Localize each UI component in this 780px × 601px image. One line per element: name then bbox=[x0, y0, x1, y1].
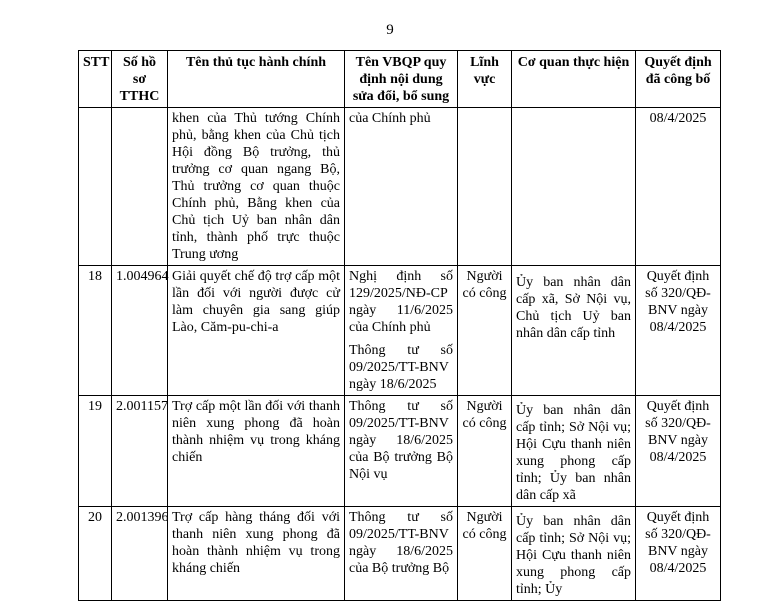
row-field: Người có công bbox=[458, 507, 512, 601]
row-legal-doc-2: Thông tư số 09/2025/TT-BNV ngày 18/6/2025 bbox=[349, 343, 453, 392]
row-decision: Quyết định số 320/QĐ-BNV ngày 08/4/2025 bbox=[636, 396, 721, 507]
row-legal-doc bbox=[345, 266, 458, 396]
header-co-quan: Cơ quan thực hiện bbox=[512, 51, 636, 108]
row-legal-doc bbox=[345, 108, 458, 266]
row-code: 2.001396 bbox=[112, 507, 168, 601]
row-procedure-name: Giải quyết chế độ trợ cấp một lần đối với người được cử làm chuyên gia sang giúp Lào, Căm-pu-chi-a bbox=[168, 266, 345, 396]
row-field: Người có công bbox=[458, 396, 512, 507]
table-row bbox=[79, 507, 721, 601]
header-ten-vbqp: Tên VBQP quy định nội dung sửa đổi, bổ sung bbox=[345, 51, 458, 108]
row-decision: 08/4/2025 bbox=[636, 108, 721, 266]
header-stt: STT bbox=[79, 51, 112, 108]
row-stt bbox=[79, 108, 112, 266]
row-field bbox=[458, 108, 512, 266]
row-agency bbox=[512, 396, 636, 507]
row-legal-doc bbox=[345, 507, 458, 601]
row-agency bbox=[512, 507, 636, 601]
header-so-ho-so: Số hồ sơ TTHC bbox=[112, 51, 168, 108]
row-code bbox=[112, 108, 168, 266]
header-ten-thu-tuc: Tên thủ tục hành chính bbox=[168, 51, 345, 108]
row-legal-doc-1: Nghị định số 129/2025/NĐ-CP ngày 11/6/2025 của Chính phủ bbox=[349, 269, 453, 335]
row-agency-text: Ủy ban nhân dân cấp tỉnh; Sở Nội vụ; Hội Cựu thanh niên xung phong cấp tỉnh; Ủy ban nhân dân cấp xã bbox=[516, 403, 631, 503]
row-agency bbox=[512, 108, 636, 266]
row-code: 2.001157 bbox=[112, 396, 168, 507]
row-field: Người có công bbox=[458, 266, 512, 396]
table-row bbox=[79, 108, 721, 266]
row-legal-doc-1: Thông tư số 09/2025/TT-BNV ngày 18/6/2025 của Bộ trưởng Bộ bbox=[349, 510, 453, 576]
row-agency-text: Ủy ban nhân dân cấp xã, Sở Nội vụ, Chủ tịch Uỷ ban nhân dân cấp tỉnh bbox=[516, 275, 631, 341]
table-row bbox=[79, 266, 721, 396]
procedures-table bbox=[78, 50, 721, 601]
table-row bbox=[79, 396, 721, 507]
page-number: 9 bbox=[386, 22, 394, 38]
row-agency-text: Ủy ban nhân dân cấp tỉnh; Sở Nội vụ; Hội Cựu thanh niên xung phong cấp tỉnh; Ủy bbox=[516, 514, 631, 597]
header-row bbox=[79, 51, 721, 108]
row-code: 1.004964 bbox=[112, 266, 168, 396]
row-stt: 19 bbox=[79, 396, 112, 507]
row-procedure-name: khen của Thủ tướng Chính phủ, bằng khen của Chủ tịch Hội đồng Bộ trưởng, thủ trưởng cơ quan ngang Bộ, Thủ trưởng cơ quan thuộc Chính phủ, Bằng khen của Chủ tịch Uỷ ban nhân dân tỉnh, thành phố trực thuộc Trung ương bbox=[168, 108, 345, 266]
row-legal-doc-1: của Chính phủ bbox=[349, 111, 431, 126]
row-stt: 20 bbox=[79, 507, 112, 601]
row-procedure-name: Trợ cấp một lần đối với thanh niên xung phong đã hoàn thành nhiệm vụ trong kháng chiến bbox=[168, 396, 345, 507]
header-linh-vuc: Lĩnh vực bbox=[458, 51, 512, 108]
header-quyet-dinh: Quyết định đã công bố bbox=[636, 51, 721, 108]
row-stt: 18 bbox=[79, 266, 112, 396]
row-legal-doc-1: Thông tư số 09/2025/TT-BNV ngày 18/6/2025 của Bộ trưởng Bộ Nội vụ bbox=[349, 399, 453, 482]
row-decision: Quyết định số 320/QĐ-BNV ngày 08/4/2025 bbox=[636, 507, 721, 601]
row-agency bbox=[512, 266, 636, 396]
row-legal-doc bbox=[345, 396, 458, 507]
row-procedure-name: Trợ cấp hàng tháng đối với thanh niên xung phong đã hoàn thành nhiệm vụ trong kháng chiến bbox=[168, 507, 345, 601]
row-decision: Quyết định số 320/QĐ-BNV ngày 08/4/2025 bbox=[636, 266, 721, 396]
